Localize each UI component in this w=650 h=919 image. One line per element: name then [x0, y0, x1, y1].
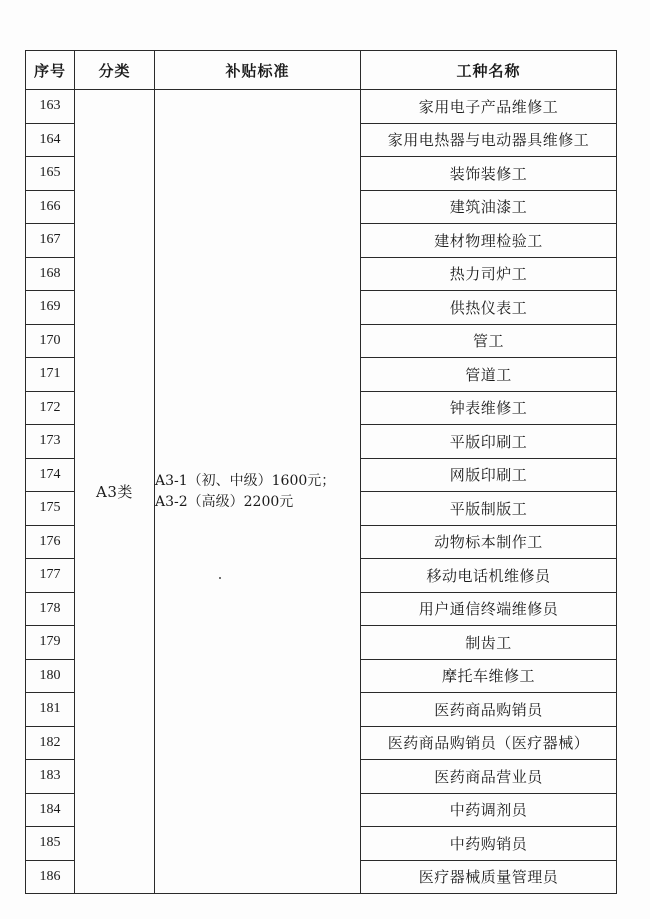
table-row: [26, 90, 617, 124]
occupation-name: 家用电子产品维修工: [361, 90, 617, 124]
subsidy-table: [25, 50, 617, 894]
row-number: 172: [26, 391, 75, 425]
row-number: 169: [26, 291, 75, 325]
row-number: 176: [26, 525, 75, 559]
occupation-name: 制齿工: [361, 626, 617, 660]
occupation-name: 中药调剂员: [361, 793, 617, 827]
row-number: 180: [26, 659, 75, 693]
scan-mark: [219, 577, 221, 579]
occupation-name: 管道工: [361, 358, 617, 392]
occupation-name: 中药购销员: [361, 827, 617, 861]
row-number: 173: [26, 425, 75, 459]
row-number: 163: [26, 90, 75, 124]
occupation-name: 热力司炉工: [361, 257, 617, 291]
header-no: 序号: [26, 51, 75, 90]
occupation-name: 建材物理检验工: [361, 224, 617, 258]
occupation-name: 建筑油漆工: [361, 190, 617, 224]
row-number: 177: [26, 559, 75, 593]
header-standard: 补贴标准: [155, 51, 361, 90]
row-number: 170: [26, 324, 75, 358]
category-cell: A3类: [75, 90, 155, 894]
standard-line-2: A3-2（高级）2200元: [155, 493, 294, 510]
occupation-name: 家用电热器与电动器具维修工: [361, 123, 617, 157]
row-number: 183: [26, 760, 75, 794]
occupation-name: 医药商品购销员（医疗器械）: [361, 726, 617, 760]
occupation-name: 用户通信终端维修员: [361, 592, 617, 626]
occupation-name: 管工: [361, 324, 617, 358]
row-number: 179: [26, 626, 75, 660]
occupation-name: 摩托车维修工: [361, 659, 617, 693]
row-number: 168: [26, 257, 75, 291]
standard-line-1: A3-1（初、中级）1600元；: [155, 472, 336, 489]
occupation-name: 医药商品营业员: [361, 760, 617, 794]
occupation-name: 动物标本制作工: [361, 525, 617, 559]
row-number: 175: [26, 492, 75, 526]
row-number: 184: [26, 793, 75, 827]
row-number: 174: [26, 458, 75, 492]
occupation-name: 供热仪表工: [361, 291, 617, 325]
row-number: 164: [26, 123, 75, 157]
row-number: 167: [26, 224, 75, 258]
occupation-name: 网版印刷工: [361, 458, 617, 492]
table-header-row: [26, 51, 617, 90]
occupation-name: 钟表维修工: [361, 391, 617, 425]
row-number: 171: [26, 358, 75, 392]
row-number: 182: [26, 726, 75, 760]
row-number: 165: [26, 157, 75, 191]
row-number: 178: [26, 592, 75, 626]
occupation-name: 医疗器械质量管理员: [361, 860, 617, 894]
row-number: 185: [26, 827, 75, 861]
row-number: 181: [26, 693, 75, 727]
header-category: 分类: [75, 51, 155, 90]
subsidy-standard-cell: [155, 90, 361, 894]
occupation-name: 平版制版工: [361, 492, 617, 526]
occupation-name: 平版印刷工: [361, 425, 617, 459]
occupation-name: 医药商品购销员: [361, 693, 617, 727]
row-number: 186: [26, 860, 75, 894]
table-body: [26, 90, 617, 894]
header-occupation: 工种名称: [361, 51, 617, 90]
occupation-name: 装饰装修工: [361, 157, 617, 191]
row-number: 166: [26, 190, 75, 224]
occupation-name: 移动电话机维修员: [361, 559, 617, 593]
